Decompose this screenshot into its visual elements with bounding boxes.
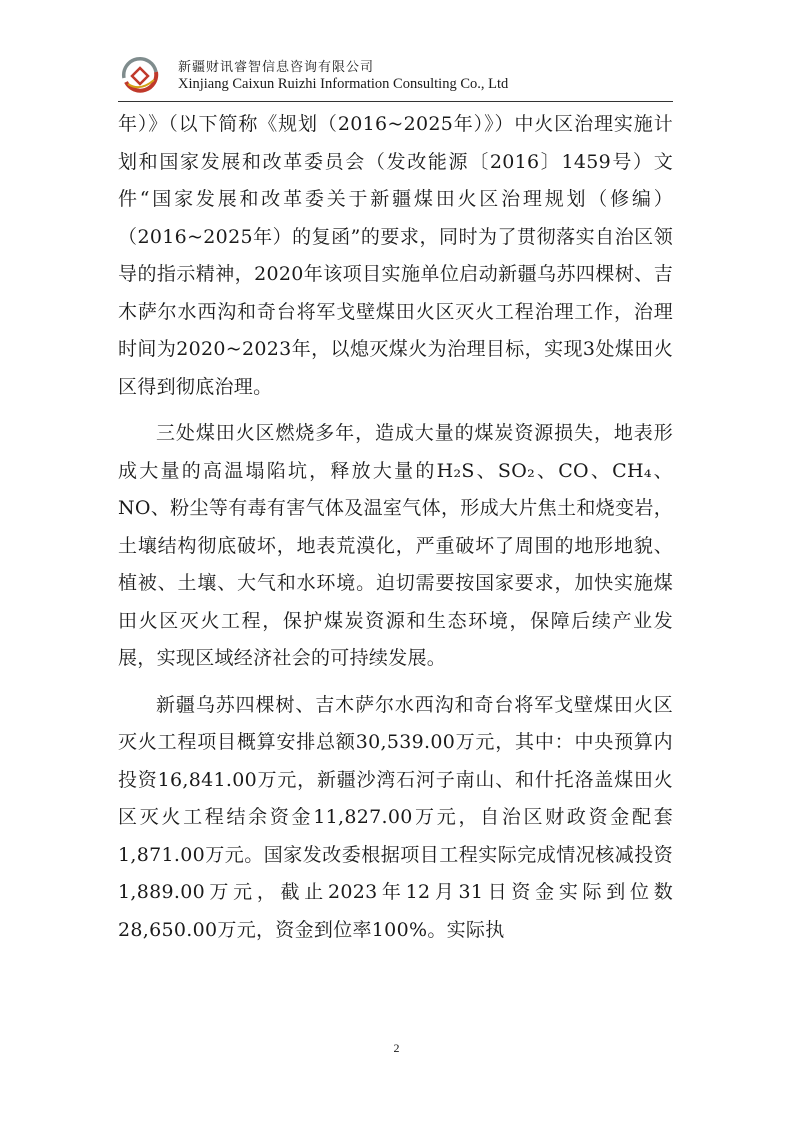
paragraph-2: 三处煤田火区燃烧多年，造成大量的煤炭资源损失，地表形成大量的高温塌陷坑，释放大量的H₂S、SO₂、CO、CH₄、NO、粉尘等有毒有害气体及温室气体，形成大片焦土和烧变岩，土壤结构彻底破坏，地表荒漠化，严重破坏了周围的地形地貌、植被、土壤、大气和水环境。迫切需要按国家要求，加快实施煤田火区灭火工程，保护煤炭资源和生态环境，保障后续产业发展，实现区域经济社会的可持续发展。 [118,422,673,669]
paragraph-1: 年）》（以下简称《规划（2016~2025年）》）中火区治理实施计划和国家发展和改革委员会（发改能源〔2016〕1459号）文件“国家发展和改革委关于新疆煤田火区治理规划（修编）（2016~2025年）的复函”的要求，同时为了贯彻落实自治区领导的指示精神，2020年该项目实施单位启动新疆乌苏四棵树、吉木萨尔水西沟和奇台将军戈壁煤田火区灭火工程治理工作，治理时间为2020~2023年，以熄灭煤火为治理目标，实现3处煤田火区得到彻底治理。 [118,113,673,398]
body-text [118,106,673,949]
company-logo-icon [118,54,162,94]
header-divider [118,101,673,102]
page-number: 2 [393,1041,400,1055]
company-name-cn: 新疆财讯睿智信息咨询有限公司 [178,60,375,75]
paragraph-3: 新疆乌苏四棵树、吉木萨尔水西沟和奇台将军戈壁煤田火区灭火工程项目概算安排总额30,539.00万元，其中：中央预算内投资16,841.00万元，新疆沙湾石河子南山、和什托洛盖煤田火区灭火工程结余资金11,827.00万元，自治区财政资金配套1,871.00万元。国家发改委根据项目工程实际完成情况核减投资1,889.00万元，截止2023年12月31日资金实际到位数28,650.00万元，资金到位率100%。实际执 [118,693,673,941]
company-name-en: Xinjiang Caixun Ruizhi Information Consulting Co., Ltd [178,76,509,92]
page-header [118,52,673,100]
